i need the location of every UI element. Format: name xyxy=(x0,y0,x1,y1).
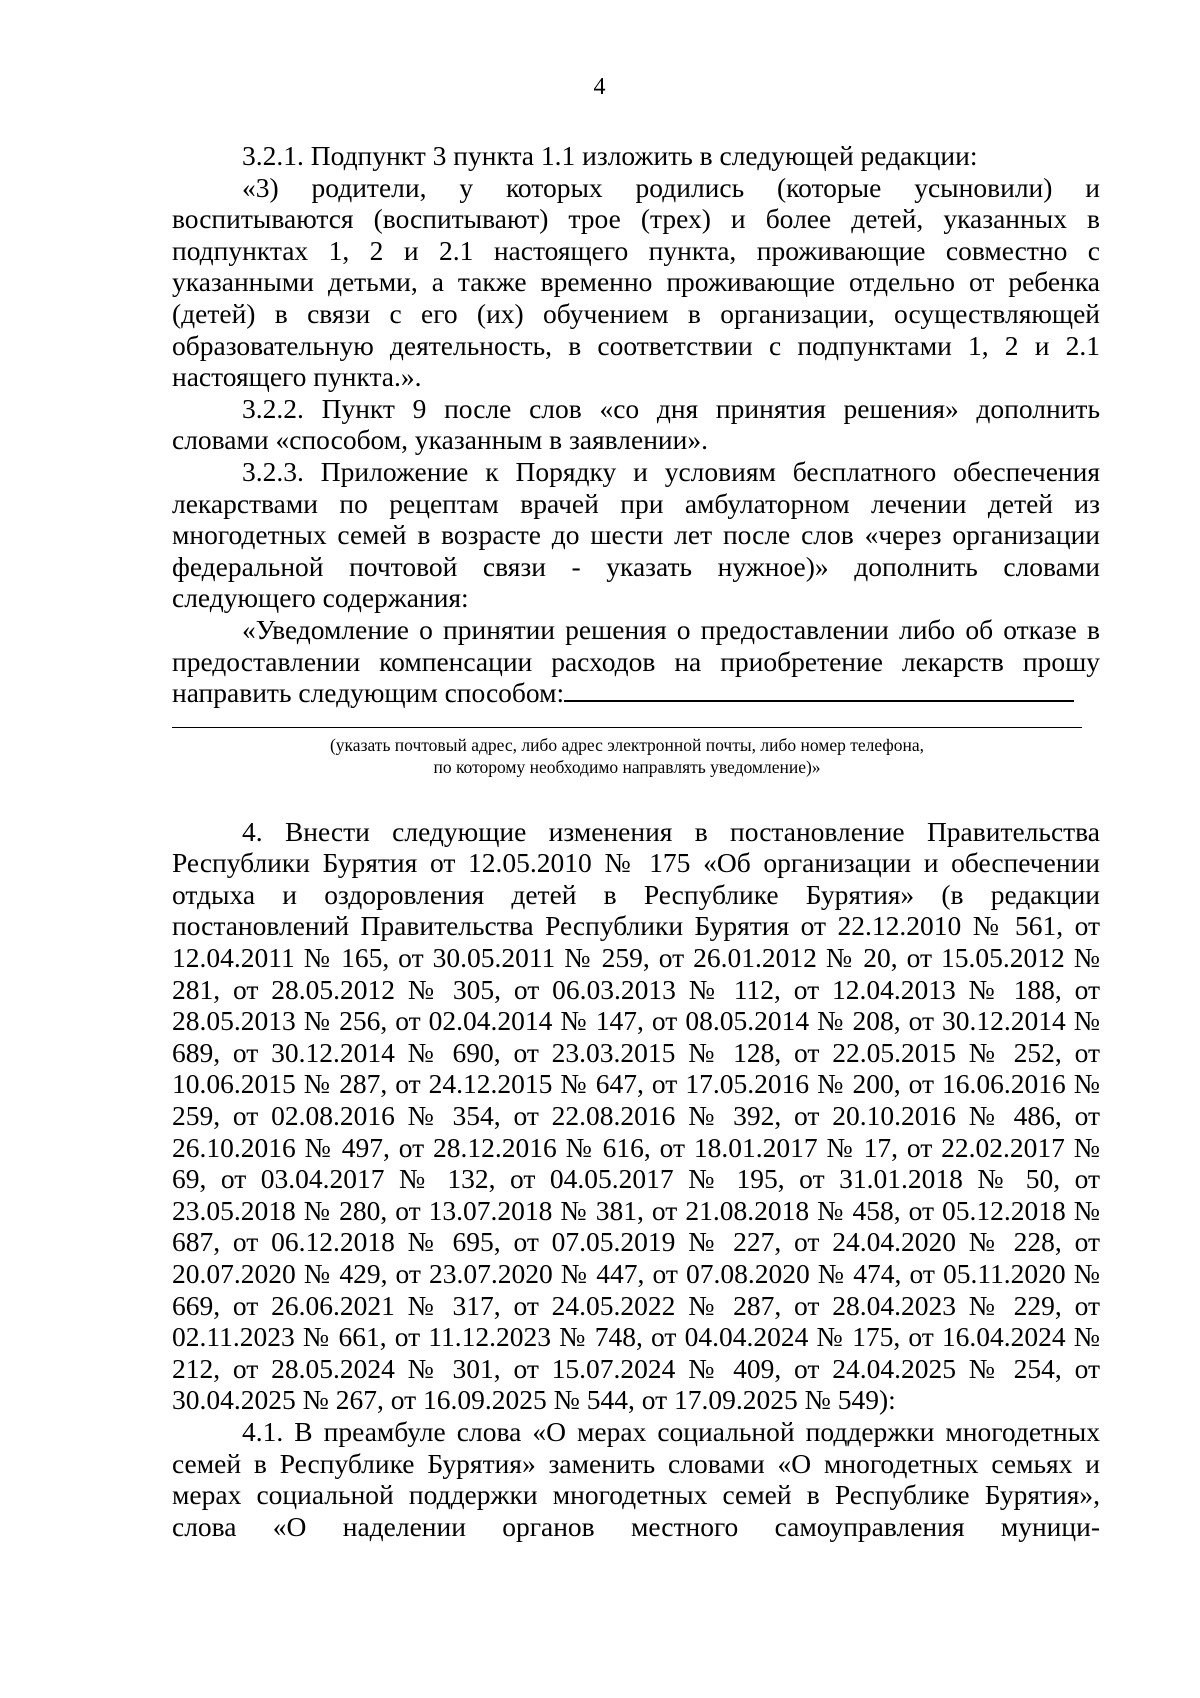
notice-fill-line xyxy=(564,678,1074,702)
paragraph-4: 4. Внести следующие изменения в постановление Правительства Республики Бурятия от 12.05.2010 № 175 «Об организации и обеспечении отдыха и оздоровления детей в Республике Бурятия» (в редакции постановлений Правительства Республики Бурятия от 22.12.2010 № 561, от 12.04.2011 № 165, от 30.05.2011 № 259, от 26.01.2012 № 20, от 15.05.2012 № 281, от 28.05.2012 № 305, от 06.03.2013 № 112, от 12.04.2013 № 188, от 28.05.2013 № 256, от 02.04.2014 № 147, от 08.05.2014 № 208, от 30.12.2014 № 689, от 30.12.2014 № 690, от 23.03.2015 № 128, от 22.05.2015 № 252, от 10.06.2015 № 287, от 24.12.2015 № 647, от 17.05.2016 № 200, от 16.06.2016 № 259, от 02.08.2016 № 354, от 22.08.2016 № 392, от 20.10.2016 № 486, от 26.10.2016 № 497, от 28.12.2016 № 616, от 18.01.2017 № 17, от 22.02.2017 № 69, от 03.04.2017 № 132, от 04.05.2017 № 195, от 31.01.2018 № 50, от 23.05.2018 № 280, от 13.07.2018 № 381, от 21.08.2018 № 458, от 05.12.2018 № 687, от 06.12.2018 № 695, от 07.05.2019 № 227, от 24.04.2020 № 228, от 20.07.2020 № 429, от 23.07.2020 № 447, от 07.08.2020 № 474, от 05.11.2020 № 669, от 26.06.2021 № 317, от 24.05.2022 № 287, от 28.04.2023 № 229, от 02.11.2023 № 661, от 11.12.2023 № 748, от 04.04.2024 № 175, от 16.04.2024 № 212, от 28.05.2024 № 301, от 15.07.2024 № 409, от 24.04.2025 № 254, от 30.04.2025 № 267, от 16.09.2025 № 544, от 17.09.2025 № 549): xyxy=(172,815,1100,1416)
document-body xyxy=(172,140,1100,1542)
caption-line-2: по которому необходимо направлять уведомление)» xyxy=(433,756,821,777)
paragraph-quote-3: «3) родители, у которых родились (которые усыновили) и воспитываются (воспитывают) трое (трех) и более детей, указанных в подпунктах 1, 2 и 2.1 настоящего пункта, проживающие совместно с указанными детьми, а также временно проживающие отдельно от ребенка (детей) в связи с его (их) обучением в организации, осуществляющей образовательную деятельность, в соответствии с подпунктами 1, 2 и 2.1 настоящего пункта.». xyxy=(172,171,1100,393)
paragraph-3-2-3: 3.2.3. Приложение к Порядку и условиям бесплатного обеспечения лекарствами по рецептам врачей при амбулаторном лечении детей из многодетных семей в возрасте до шести лет после слов «через организации федеральной почтовой связи - указать нужное)» дополнить словами следующего содержания: xyxy=(172,455,1100,614)
paragraph-notice xyxy=(172,614,1100,709)
address-caption xyxy=(172,734,1082,778)
page-number: 4 xyxy=(593,74,606,100)
paragraph-4-1: 4.1. В преамбуле слова «О мерах социальной поддержки многодетных семей в Республике Бурятия» заменить словами «О многодетных семьях и мерах социальной поддержки многодетных семей в Республике Бурятия», слова «О наделении органов местного самоуправления муници- xyxy=(172,1415,1100,1542)
address-fill-line xyxy=(172,727,1082,728)
caption-line-1: (указать почтовый адрес, либо адрес электронной почты, либо номер телефона, xyxy=(329,734,924,755)
paragraph-3-2-2: 3.2.2. Пункт 9 после слов «со дня принятия решения» дополнить словами «способом, указанным в заявлении». xyxy=(172,392,1100,456)
paragraph-3-2-1: 3.2.1. Подпункт 3 пункта 1.1 изложить в следующей редакции: xyxy=(242,140,978,171)
notice-text: «Уведомление о принятии решения о предоставлении либо об отказе в предоставлении компенсации расходов на приобретение лекарств прошу направить следующим способом: xyxy=(172,613,1100,709)
